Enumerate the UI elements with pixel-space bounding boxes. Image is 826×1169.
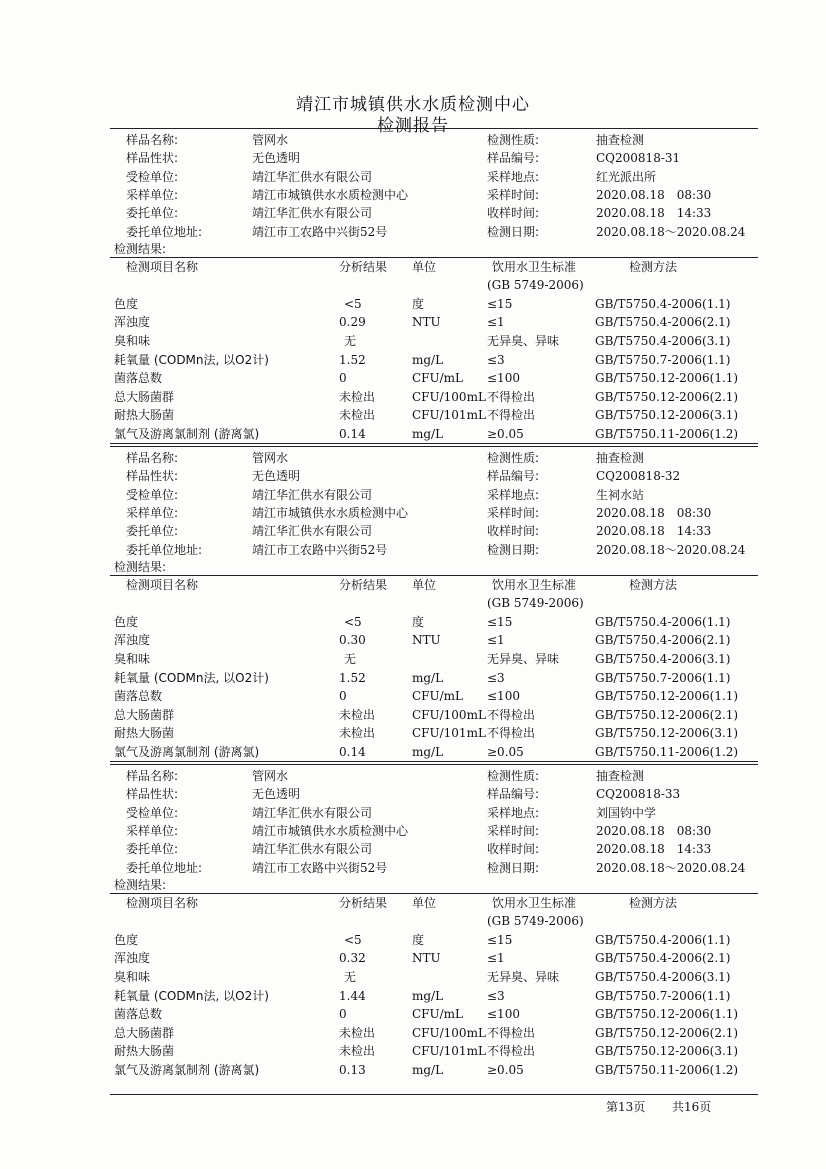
- results-rule-2: [110, 575, 758, 576]
- table-row-method: GB/T5750.11-2006(1.2): [595, 745, 739, 759]
- page-number: 第13页: [606, 1100, 646, 1114]
- table-row-result: 1.52: [339, 670, 366, 685]
- label-sampling-unit: 采样单位:: [126, 505, 179, 520]
- table-row-unit: 度: [412, 614, 425, 629]
- label-client-unit: 委托单位:: [126, 206, 179, 221]
- table-row-unit: NTU: [412, 633, 441, 648]
- label-receive-time: 收样时间:: [487, 206, 540, 221]
- table-row-item: 耐热大肠菌: [114, 408, 175, 423]
- table-row-standard: ≤100: [487, 1007, 520, 1022]
- table-row-result: <5: [344, 932, 362, 947]
- table-row-standard: 无异臭、异味: [487, 334, 560, 348]
- table-row-item: 色度: [114, 614, 139, 629]
- table-row-standard: ≤15: [487, 932, 513, 947]
- value-receive-time: 2020.08.18 14:33: [596, 842, 712, 857]
- col-header-item: 检测项目名称: [126, 259, 199, 274]
- label-test-date: 检测日期:: [487, 860, 540, 875]
- table-row-standard: ≥0.05: [487, 427, 524, 441]
- table-row-method: GB/T5750.4-2006(3.1): [595, 334, 731, 348]
- results-rule-1: [110, 257, 758, 258]
- results-heading: 检测结果:: [114, 559, 167, 574]
- table-row-standard: ≥0.05: [487, 1063, 524, 1077]
- table-row-unit: 度: [412, 296, 425, 311]
- value-sampling-unit: 靖江市城镇供水水质检测中心: [252, 823, 409, 838]
- table-row-method: GB/T5750.12-2006(1.1): [595, 1007, 739, 1022]
- col-header-method: 检测方法: [629, 895, 678, 910]
- col-header-unit: 单位: [412, 577, 437, 592]
- col-header-result: 分析结果: [339, 577, 388, 592]
- table-row-result: 0.32: [339, 951, 366, 966]
- table-row-item: 臭和味: [114, 334, 151, 348]
- table-row-standard: 不得检出: [487, 707, 536, 722]
- table-row-unit: 度: [412, 932, 425, 947]
- table-row-item: 浑浊度: [114, 633, 151, 648]
- results-heading: 检测结果:: [114, 241, 167, 256]
- table-row-method: GB/T5750.4-2006(1.1): [595, 296, 731, 311]
- table-row-method: GB/T5750.4-2006(1.1): [595, 614, 731, 629]
- table-row-item: 耗氧量 (CODMn法, 以O2计): [114, 352, 269, 367]
- table-row-standard: ≤15: [487, 296, 513, 311]
- block-top-rule-2: [110, 443, 758, 447]
- value-receive-time: 2020.08.18 14:33: [596, 524, 712, 539]
- table-row-item: 耗氧量 (CODMn法, 以O2计): [114, 988, 269, 1003]
- table-row-item: 臭和味: [114, 652, 151, 666]
- value-test-date: 2020.08.18～2020.08.24: [596, 860, 746, 875]
- value-sample-no: CQ200818-32: [596, 469, 681, 484]
- table-row-standard: 无异臭、异味: [487, 652, 560, 666]
- value-sample-no: CQ200818-31: [596, 151, 681, 166]
- table-row-result: 0.14: [339, 427, 366, 441]
- col-header-unit: 单位: [412, 895, 437, 910]
- value-sample-state: 无色透明: [252, 469, 301, 484]
- label-sample-name: 样品名称:: [126, 451, 179, 465]
- table-row-item: 臭和味: [114, 970, 151, 984]
- table-row-item: 浑浊度: [114, 951, 151, 966]
- table-row-item: 菌落总数: [114, 1007, 163, 1022]
- table-row-standard: ≤1: [487, 315, 505, 330]
- results-rule-3: [110, 893, 758, 894]
- table-row-result: 无: [344, 334, 357, 348]
- col-header-standard-ref: (GB 5749-2006): [487, 913, 584, 928]
- label-sample-no: 样品编号:: [487, 787, 540, 802]
- table-row-method: GB/T5750.12-2006(1.1): [595, 371, 739, 386]
- value-client-address: 靖江市工农路中兴街52号: [252, 542, 388, 557]
- value-sampling-site: 生祠水站: [596, 487, 645, 502]
- col-header-standard: 饮用水卫生标准: [492, 895, 577, 910]
- label-sample-state: 样品性状:: [126, 787, 179, 802]
- label-client-address: 委托单位地址:: [126, 224, 203, 239]
- label-test-nature: 检测性质:: [487, 769, 540, 783]
- table-row-method: GB/T5750.4-2006(2.1): [595, 315, 731, 330]
- label-client-unit: 委托单位:: [126, 524, 179, 539]
- label-client-unit: 委托单位:: [126, 842, 179, 857]
- col-header-standard-ref: (GB 5749-2006): [487, 277, 584, 292]
- col-header-item: 检测项目名称: [126, 895, 199, 910]
- value-sampling-time: 2020.08.18 08:30: [596, 187, 712, 202]
- table-row-unit: CFU/mL: [412, 689, 464, 704]
- value-client-unit: 靖江华汇供水有限公司: [252, 842, 373, 857]
- value-test-nature: 抽查检测: [596, 451, 645, 465]
- table-row-item: 耐热大肠菌: [114, 726, 175, 741]
- col-header-standard-ref: (GB 5749-2006): [487, 595, 584, 610]
- col-header-standard: 饮用水卫生标准: [492, 259, 577, 274]
- table-row-item: 氯气及游离氯制剂 (游离氯): [114, 427, 260, 441]
- value-sample-state: 无色透明: [252, 787, 301, 802]
- table-row-unit: mg/L: [412, 988, 444, 1003]
- value-test-date: 2020.08.18～2020.08.24: [596, 542, 746, 557]
- value-sample-name: 管网水: [252, 451, 289, 465]
- page-total: 共16页: [672, 1100, 712, 1114]
- value-sample-name: 管网水: [252, 133, 289, 147]
- table-row-unit: NTU: [412, 315, 441, 330]
- table-row-item: 色度: [114, 296, 139, 311]
- value-sampling-unit: 靖江市城镇供水水质检测中心: [252, 187, 409, 202]
- col-header-result: 分析结果: [339, 259, 388, 274]
- table-row-standard: 不得检出: [487, 1044, 536, 1059]
- table-row-method: GB/T5750.12-2006(1.1): [595, 689, 739, 704]
- table-row-result: 1.52: [339, 352, 366, 367]
- value-sampling-time: 2020.08.18 08:30: [596, 823, 712, 838]
- label-inspected-unit: 受检单位:: [126, 805, 179, 820]
- table-row-unit: CFU/100mL: [412, 1025, 486, 1040]
- table-row-result: 无: [344, 970, 357, 984]
- value-inspected-unit: 靖江华汇供水有限公司: [252, 487, 373, 502]
- table-row-result: 未检出: [339, 1025, 376, 1040]
- table-row-method: GB/T5750.11-2006(1.2): [595, 1063, 739, 1077]
- value-sample-name: 管网水: [252, 769, 289, 783]
- label-sampling-unit: 采样单位:: [126, 187, 179, 202]
- table-row-method: GB/T5750.4-2006(3.1): [595, 970, 731, 984]
- col-header-unit: 单位: [412, 259, 437, 274]
- label-sampling-time: 采样时间:: [487, 187, 540, 202]
- col-header-method: 检测方法: [629, 259, 678, 274]
- value-client-unit: 靖江华汇供水有限公司: [252, 206, 373, 221]
- col-header-result: 分析结果: [339, 895, 388, 910]
- report-header-org: 靖江市城镇供水水质检测中心: [296, 95, 530, 115]
- value-sample-no: CQ200818-33: [596, 787, 681, 802]
- label-sampling-site: 采样地点:: [487, 169, 540, 184]
- table-row-item: 耐热大肠菌: [114, 1044, 175, 1059]
- table-row-method: GB/T5750.12-2006(3.1): [595, 1044, 739, 1059]
- label-sampling-site: 采样地点:: [487, 487, 540, 502]
- table-row-standard: ≤1: [487, 633, 505, 648]
- table-row-standard: ≤3: [487, 988, 505, 1003]
- table-row-unit: CFU/100mL: [412, 707, 486, 722]
- value-inspected-unit: 靖江华汇供水有限公司: [252, 805, 373, 820]
- value-inspected-unit: 靖江华汇供水有限公司: [252, 169, 373, 184]
- table-row-standard: 不得检出: [487, 408, 536, 423]
- table-row-standard: ≤100: [487, 689, 520, 704]
- table-row-unit: CFU/mL: [412, 371, 464, 386]
- label-test-date: 检测日期:: [487, 224, 540, 239]
- table-row-method: GB/T5750.12-2006(2.1): [595, 389, 739, 404]
- table-row-standard: 不得检出: [487, 389, 536, 404]
- label-sample-name: 样品名称:: [126, 133, 179, 147]
- value-test-nature: 抽查检测: [596, 133, 645, 147]
- col-header-item: 检测项目名称: [126, 577, 199, 592]
- table-row-result: 0: [339, 371, 347, 386]
- table-row-unit: NTU: [412, 951, 441, 966]
- label-sampling-unit: 采样单位:: [126, 823, 179, 838]
- label-sample-state: 样品性状:: [126, 469, 179, 484]
- table-row-result: <5: [344, 296, 362, 311]
- value-receive-time: 2020.08.18 14:33: [596, 206, 712, 221]
- label-test-nature: 检测性质:: [487, 451, 540, 465]
- table-row-item: 氯气及游离氯制剂 (游离氯): [114, 1063, 260, 1077]
- table-row-standard: 无异臭、异味: [487, 970, 560, 984]
- label-client-address: 委托单位地址:: [126, 860, 203, 875]
- table-row-standard: ≤1: [487, 951, 505, 966]
- label-receive-time: 收样时间:: [487, 524, 540, 539]
- table-row-unit: CFU/mL: [412, 1007, 464, 1022]
- table-row-result: <5: [344, 614, 362, 629]
- table-row-result: 0.30: [339, 633, 366, 648]
- label-sample-state: 样品性状:: [126, 151, 179, 166]
- table-row-unit: mg/L: [412, 427, 444, 441]
- table-row-item: 氯气及游离氯制剂 (游离氯): [114, 745, 260, 759]
- table-row-result: 未检出: [339, 707, 376, 722]
- table-row-result: 0.29: [339, 315, 366, 330]
- table-row-method: GB/T5750.12-2006(2.1): [595, 707, 739, 722]
- table-row-item: 总大肠菌群: [114, 707, 175, 722]
- table-row-result: 未检出: [339, 389, 376, 404]
- table-row-method: GB/T5750.4-2006(2.1): [595, 633, 731, 648]
- label-receive-time: 收样时间:: [487, 842, 540, 857]
- table-row-standard: ≤3: [487, 670, 505, 685]
- value-sampling-site: 红光派出所: [596, 169, 657, 184]
- table-row-method: GB/T5750.4-2006(1.1): [595, 932, 731, 947]
- table-row-result: 未检出: [339, 408, 376, 423]
- value-client-address: 靖江市工农路中兴街52号: [252, 860, 388, 875]
- table-row-unit: CFU/101mL: [412, 408, 486, 423]
- table-row-result: 0: [339, 1007, 347, 1022]
- label-sampling-time: 采样时间:: [487, 823, 540, 838]
- label-sample-no: 样品编号:: [487, 151, 540, 166]
- report-header-title: 检测报告: [377, 116, 449, 136]
- table-row-unit: CFU/100mL: [412, 389, 486, 404]
- table-row-method: GB/T5750.12-2006(3.1): [595, 408, 739, 423]
- table-row-result: 无: [344, 652, 357, 666]
- col-header-standard: 饮用水卫生标准: [492, 577, 577, 592]
- table-row-item: 总大肠菌群: [114, 389, 175, 404]
- table-row-standard: ≤3: [487, 352, 505, 367]
- label-sample-no: 样品编号:: [487, 469, 540, 484]
- value-test-date: 2020.08.18～2020.08.24: [596, 224, 746, 239]
- table-row-result: 1.44: [339, 988, 366, 1003]
- table-row-unit: mg/L: [412, 745, 444, 759]
- table-row-result: 0: [339, 689, 347, 704]
- table-row-method: GB/T5750.11-2006(1.2): [595, 427, 739, 441]
- table-row-item: 菌落总数: [114, 689, 163, 704]
- value-sampling-time: 2020.08.18 08:30: [596, 505, 712, 520]
- table-row-unit: CFU/101mL: [412, 1044, 486, 1059]
- table-row-method: GB/T5750.7-2006(1.1): [595, 988, 731, 1003]
- table-row-result: 0.13: [339, 1063, 366, 1077]
- table-row-unit: CFU/101mL: [412, 726, 486, 741]
- table-row-standard: ≤100: [487, 371, 520, 386]
- table-row-method: GB/T5750.7-2006(1.1): [595, 670, 731, 685]
- value-sample-state: 无色透明: [252, 151, 301, 166]
- value-client-address: 靖江市工农路中兴街52号: [252, 224, 388, 239]
- table-row-item: 浑浊度: [114, 315, 151, 330]
- table-row-unit: mg/L: [412, 670, 444, 685]
- table-row-unit: mg/L: [412, 1063, 444, 1077]
- label-test-nature: 检测性质:: [487, 133, 540, 147]
- table-row-unit: mg/L: [412, 352, 444, 367]
- label-sampling-site: 采样地点:: [487, 805, 540, 820]
- footer-rule: [110, 1094, 758, 1095]
- label-sampling-time: 采样时间:: [487, 505, 540, 520]
- table-row-item: 菌落总数: [114, 371, 163, 386]
- label-test-date: 检测日期:: [487, 542, 540, 557]
- table-row-item: 耗氧量 (CODMn法, 以O2计): [114, 670, 269, 685]
- col-header-method: 检测方法: [629, 577, 678, 592]
- value-sampling-unit: 靖江市城镇供水水质检测中心: [252, 505, 409, 520]
- results-heading: 检测结果:: [114, 877, 167, 892]
- table-row-method: GB/T5750.12-2006(2.1): [595, 1025, 739, 1040]
- table-row-item: 色度: [114, 932, 139, 947]
- table-row-method: GB/T5750.12-2006(3.1): [595, 726, 739, 741]
- table-row-standard: ≥0.05: [487, 745, 524, 759]
- table-row-item: 总大肠菌群: [114, 1025, 175, 1040]
- table-row-result: 0.14: [339, 745, 366, 759]
- table-row-standard: 不得检出: [487, 1025, 536, 1040]
- table-row-method: GB/T5750.4-2006(3.1): [595, 652, 731, 666]
- table-row-method: GB/T5750.4-2006(2.1): [595, 951, 731, 966]
- block-top-rule-3: [110, 761, 758, 765]
- value-client-unit: 靖江华汇供水有限公司: [252, 524, 373, 539]
- label-inspected-unit: 受检单位:: [126, 487, 179, 502]
- block-top-rule-1: [110, 128, 758, 129]
- label-inspected-unit: 受检单位:: [126, 169, 179, 184]
- table-row-standard: ≤15: [487, 614, 513, 629]
- table-row-result: 未检出: [339, 1044, 376, 1059]
- table-row-method: GB/T5750.7-2006(1.1): [595, 352, 731, 367]
- label-sample-name: 样品名称:: [126, 769, 179, 783]
- value-sampling-site: 刘国钧中学: [596, 805, 657, 820]
- value-test-nature: 抽查检测: [596, 769, 645, 783]
- label-client-address: 委托单位地址:: [126, 542, 203, 557]
- table-row-standard: 不得检出: [487, 726, 536, 741]
- table-row-result: 未检出: [339, 726, 376, 741]
